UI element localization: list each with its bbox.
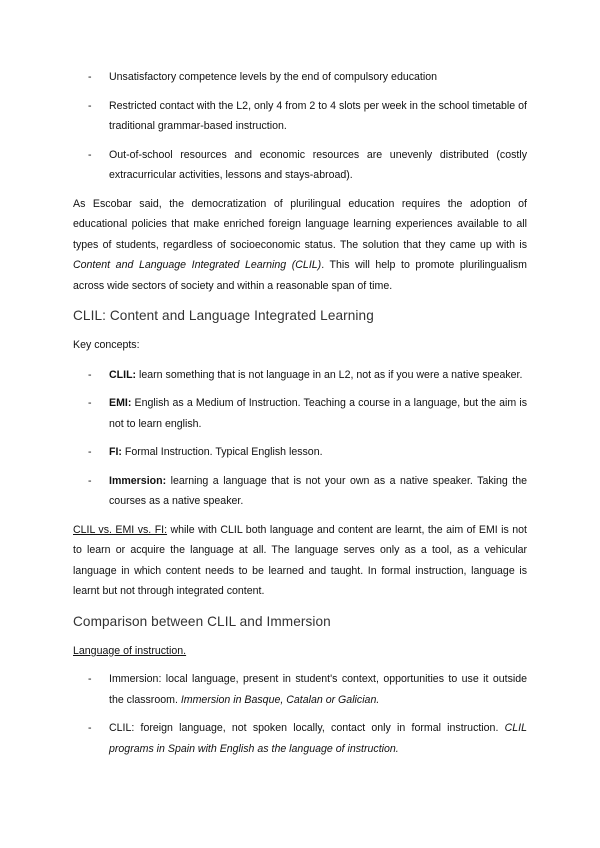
bullet-dash: - bbox=[88, 397, 92, 409]
list-item-text: Out-of-school resources and economic resources are unevenly distributed (costly extracurricular activities, lessons and stays-abroad). bbox=[109, 148, 527, 181]
list-item bbox=[73, 145, 527, 186]
concept-definition: Formal Instruction. Typical English lesson. bbox=[121, 446, 323, 458]
concept-definition: learn something that is not language in an L2, not as if you were a native speaker. bbox=[136, 368, 523, 381]
bullet-dash: - bbox=[88, 446, 92, 458]
clil-italic-term: Content and Language Integrated Learning (CLIL) bbox=[73, 259, 322, 271]
bullet-dash: - bbox=[88, 673, 92, 685]
comparison-label: CLIL vs. EMI vs. FI: bbox=[73, 523, 168, 536]
key-concepts-label: Key concepts: bbox=[73, 339, 140, 351]
bullet-dash: - bbox=[88, 368, 92, 381]
list-item bbox=[73, 669, 527, 710]
bullet-dash: - bbox=[88, 99, 92, 112]
section-heading-clil: CLIL: Content and Language Integrated Learning bbox=[73, 308, 374, 323]
list-item-text: CLIL: foreign language, not spoken locally, contact only in formal instruction. bbox=[109, 722, 505, 734]
paragraph-text: while with CLIL both language and content are learnt, the aim of EMI is not to learn or acquire the language at all. The language serves only as a tool, as a vehicular language in which content needs to be learned and taught. In formal instruction, language is learnt but not through integrated content. bbox=[73, 523, 527, 597]
concept-definition: learning a language that is not your own as a native speaker. Taking the courses as a native speaker. bbox=[109, 474, 527, 507]
concept-term: Immersion: bbox=[109, 474, 167, 487]
list-item-text: Restricted contact with the L2, only 4 from 2 to 4 slots per week in the school timetable of traditional grammar-based instruction. bbox=[109, 99, 527, 132]
bullet-dash: - bbox=[88, 148, 92, 161]
list-item-text: Unsatisfactory competence levels by the end of compulsory education bbox=[109, 71, 437, 83]
list-item bbox=[73, 442, 527, 463]
list-item bbox=[73, 393, 527, 434]
bullet-dash: - bbox=[88, 474, 92, 487]
list-item-text: Immersion: local language, present in student's context, opportunities to use it outside the classroom. bbox=[109, 673, 527, 706]
clil-emi-fi-paragraph bbox=[73, 520, 527, 602]
example-italic: Immersion in Basque, Catalan or Galician. bbox=[180, 693, 380, 706]
bullet-dash: - bbox=[88, 722, 92, 734]
list-item bbox=[73, 96, 527, 137]
escobar-paragraph bbox=[73, 194, 527, 297]
concept-term: EMI: bbox=[109, 397, 132, 409]
subheading-language-of-instruction: Language of instruction. bbox=[73, 644, 187, 657]
problems-list bbox=[73, 67, 527, 186]
section-heading-comparison: Comparison between CLIL and Immersion bbox=[73, 613, 331, 629]
concepts-list bbox=[73, 365, 527, 512]
bullet-dash: - bbox=[88, 71, 92, 83]
example-italic: CLIL programs in Spain with English as the language of instruction. bbox=[109, 722, 527, 755]
comparison-list bbox=[73, 669, 527, 759]
list-item bbox=[73, 67, 527, 88]
concept-term: CLIL: bbox=[109, 368, 137, 381]
list-item bbox=[73, 365, 527, 386]
concept-definition: English as a Medium of Instruction. Teaching a course in a language, but the aim is not to learn english. bbox=[109, 397, 527, 430]
list-item bbox=[73, 718, 527, 759]
paragraph-text: As Escobar said, the democratization of plurilingual education requires the adoption of educational policies that make enriched foreign language learning experiences available to all types of students, regardless of socioeconomic status. The solution that they came up with is bbox=[73, 197, 527, 251]
paragraph-text-end: . This will help to promote plurilingualism across wide sectors of society and within a reasonable span of time. bbox=[73, 259, 527, 292]
concept-term: FI: bbox=[109, 446, 122, 458]
list-item bbox=[73, 471, 527, 512]
